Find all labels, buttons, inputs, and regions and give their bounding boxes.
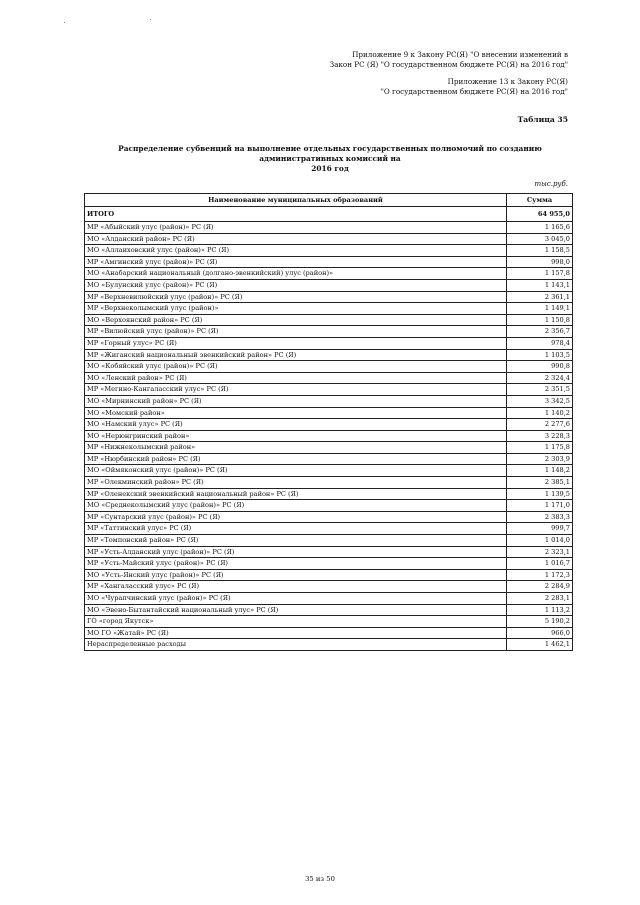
subvention-sum: 1 103,5 — [507, 349, 573, 361]
subvention-sum: 2 283,1 — [507, 593, 573, 605]
municipality-name: МР «Верхневилюйский улус (район)» РС (Я) — [85, 291, 507, 303]
table-row — [85, 222, 573, 234]
table-header-row — [85, 194, 573, 207]
subvention-sum: 966,0 — [507, 627, 573, 639]
subvention-sum: 2 351,5 — [507, 384, 573, 396]
municipality-name: ГО «город Якутск» — [85, 616, 507, 628]
table-row — [85, 361, 573, 373]
municipality-name: МО «Верхоянский район» РС (Я) — [85, 314, 507, 326]
table-number: Таблица 35 — [517, 115, 568, 124]
subvention-sum: 1 140,2 — [507, 407, 573, 419]
subvention-sum: 2 303,9 — [507, 453, 573, 465]
subvention-sum: 1 148,2 — [507, 465, 573, 477]
municipality-name: МР «Мегино-Кангаласский улус» РС (Я) — [85, 384, 507, 396]
table-row — [85, 419, 573, 431]
subvention-sum: 1 171,0 — [507, 500, 573, 512]
municipality-name: МО «Намский улус» РС (Я) — [85, 419, 507, 431]
municipality-name: МО «Ленский район» РС (Я) — [85, 372, 507, 384]
subvention-sum: 2 277,6 — [507, 419, 573, 431]
table-row — [85, 465, 573, 477]
document-title — [88, 144, 572, 174]
municipality-name: МР «Вилюйский улус (район)» РС (Я) — [85, 326, 507, 338]
municipality-name: МР «Верхнеколымский улус (район)» — [85, 303, 507, 315]
municipality-name: МО «Чурапчинский улус (район)» РС (Я) — [85, 593, 507, 605]
municipality-name: МО «Алданский район» РС (Я) — [85, 233, 507, 245]
subvention-sum: 3 228,3 — [507, 430, 573, 442]
table-row — [85, 639, 573, 651]
table-row — [85, 314, 573, 326]
total-label: ИТОГО — [85, 207, 507, 222]
subvention-sum: 998,0 — [507, 256, 573, 268]
subvention-sum: 1 158,5 — [507, 245, 573, 257]
subvention-sum: 990,8 — [507, 361, 573, 373]
scan-speck — [64, 22, 65, 23]
total-row — [85, 207, 573, 222]
subvention-sum: 1 014,0 — [507, 535, 573, 547]
subvention-sum: 1 157,8 — [507, 268, 573, 280]
subvention-sum: 2 383,3 — [507, 511, 573, 523]
municipality-name: МО «Усть-Янский улус (район)» РС (Я) — [85, 569, 507, 581]
municipality-name: МО «Кобяйский улус (район)» РС (Я) — [85, 361, 507, 373]
header-line: Приложение 13 к Закону РС(Я) — [447, 77, 568, 86]
table-row — [85, 581, 573, 593]
municipality-name: МР «Горный улус» РС (Я) — [85, 337, 507, 349]
table-row — [85, 256, 573, 268]
subvention-sum: 2 356,7 — [507, 326, 573, 338]
municipality-name: МО «Мирнинский район» РС (Я) — [85, 395, 507, 407]
municipality-name: МР «Амгинский улус (район)» РС (Я) — [85, 256, 507, 268]
subvention-sum: 2 361,1 — [507, 291, 573, 303]
law-reference-amendment — [330, 50, 568, 70]
units-label: тыс.руб. — [534, 180, 568, 188]
scan-speck — [150, 19, 151, 20]
title-line: 2016 год — [311, 164, 349, 173]
municipality-name: МР «Абыйский улус (район)» РС (Я) — [85, 222, 507, 234]
table-row — [85, 268, 573, 280]
header-line: Приложение 9 к Закону РС(Я) "О внесении изменений в — [352, 50, 568, 59]
table-row — [85, 569, 573, 581]
table-row — [85, 395, 573, 407]
column-header-name: Наименование муниципальных образований — [85, 194, 507, 207]
table-row — [85, 604, 573, 616]
municipality-name: МР «Сунтарский улус (район)» РС (Я) — [85, 511, 507, 523]
table-row — [85, 303, 573, 315]
table-row — [85, 593, 573, 605]
table-row — [85, 430, 573, 442]
municipality-name: МО «Оймяконский улус (район)» РС (Я) — [85, 465, 507, 477]
subvention-sum: 2 323,1 — [507, 546, 573, 558]
subvention-sum: 2 324,4 — [507, 372, 573, 384]
subvention-sum: 1 172,3 — [507, 569, 573, 581]
municipality-name: МР «Олекминский район» РС (Я) — [85, 477, 507, 489]
table-row — [85, 616, 573, 628]
subvention-sum: 999,7 — [507, 523, 573, 535]
municipality-name: МО «Анабарский национальный (долгано-эвенкийский) улус (район)» — [85, 268, 507, 280]
subvention-sum: 2 284,9 — [507, 581, 573, 593]
subvention-sum: 3 045,0 — [507, 233, 573, 245]
municipality-name: МР «Хангаласский улус» РС (Я) — [85, 581, 507, 593]
subvention-sum: 3 342,5 — [507, 395, 573, 407]
table-row — [85, 453, 573, 465]
table-row — [85, 279, 573, 291]
header-line: "О государственном бюджете РС(Я) на 2016 год" — [380, 87, 568, 96]
table-row — [85, 500, 573, 512]
municipality-name: МО «Эвено-Бытантайский национальный улус» РС (Я) — [85, 604, 507, 616]
table-row — [85, 245, 573, 257]
municipality-name: МР «Жиганский национальный эвенкийский район» РС (Я) — [85, 349, 507, 361]
municipality-name: МО «Момский район» — [85, 407, 507, 419]
table-row — [85, 535, 573, 547]
subvention-sum: 1 175,8 — [507, 442, 573, 454]
subvention-sum: 1 139,5 — [507, 488, 573, 500]
subvention-sum: 1 150,8 — [507, 314, 573, 326]
table-row — [85, 442, 573, 454]
table-row — [85, 337, 573, 349]
column-header-sum: Сумма — [507, 194, 573, 207]
page-number: 35 из 50 — [305, 875, 335, 883]
table-row — [85, 523, 573, 535]
municipality-name: МО «Среднеколымский улус (район)» РС (Я) — [85, 500, 507, 512]
subvention-sum: 1 149,1 — [507, 303, 573, 315]
subventions-table — [84, 193, 573, 651]
municipality-name: МО «Нерюнгринский район» — [85, 430, 507, 442]
municipality-name: МР «Таттинский улус» РС (Я) — [85, 523, 507, 535]
table-row — [85, 488, 573, 500]
municipality-name: МР «Оленекский эвенкийский национальный район» РС (Я) — [85, 488, 507, 500]
subvention-sum: 5 190,2 — [507, 616, 573, 628]
municipality-name: МО «Аллаиховский улус (район)» РС (Я) — [85, 245, 507, 257]
subvention-sum: 978,4 — [507, 337, 573, 349]
table-row — [85, 511, 573, 523]
total-sum: 64 955,0 — [507, 207, 573, 222]
table-row — [85, 546, 573, 558]
table-row — [85, 407, 573, 419]
municipality-name: МО «Булунский улус (район)» РС (Я) — [85, 279, 507, 291]
header-line: Закон РС (Я) "О государственном бюджете РС(Я) на 2016 год" — [329, 60, 568, 69]
municipality-name: МР «Усть-Алданский улус (район)» РС (Я) — [85, 546, 507, 558]
table-row — [85, 349, 573, 361]
municipality-name: МР «Томпонский район» РС (Я) — [85, 535, 507, 547]
subvention-sum: 1 462,1 — [507, 639, 573, 651]
municipality-name: Нераспределенные расходы — [85, 639, 507, 651]
subvention-sum: 1 016,7 — [507, 558, 573, 570]
table-row — [85, 384, 573, 396]
title-line: Распределение субвенций на выполнение отдельных государственных полномочий по созданию административных комиссий на — [118, 144, 542, 163]
table-row — [85, 233, 573, 245]
table-row — [85, 477, 573, 489]
subvention-sum: 1 165,6 — [507, 222, 573, 234]
municipality-name: МР «Нюрбинский район» РС (Я) — [85, 453, 507, 465]
municipality-name: МР «Нижнеколымский район» — [85, 442, 507, 454]
subvention-sum: 2 385,1 — [507, 477, 573, 489]
municipality-name: МО ГО «Жатай» РС (Я) — [85, 627, 507, 639]
table-row — [85, 291, 573, 303]
table-row — [85, 558, 573, 570]
table-row — [85, 372, 573, 384]
table-row — [85, 326, 573, 338]
law-reference-appendix — [381, 77, 568, 97]
subvention-sum: 1 113,2 — [507, 604, 573, 616]
subvention-sum: 1 143,1 — [507, 279, 573, 291]
table-row — [85, 627, 573, 639]
municipality-name: МР «Усть-Майский улус (район)» РС (Я) — [85, 558, 507, 570]
